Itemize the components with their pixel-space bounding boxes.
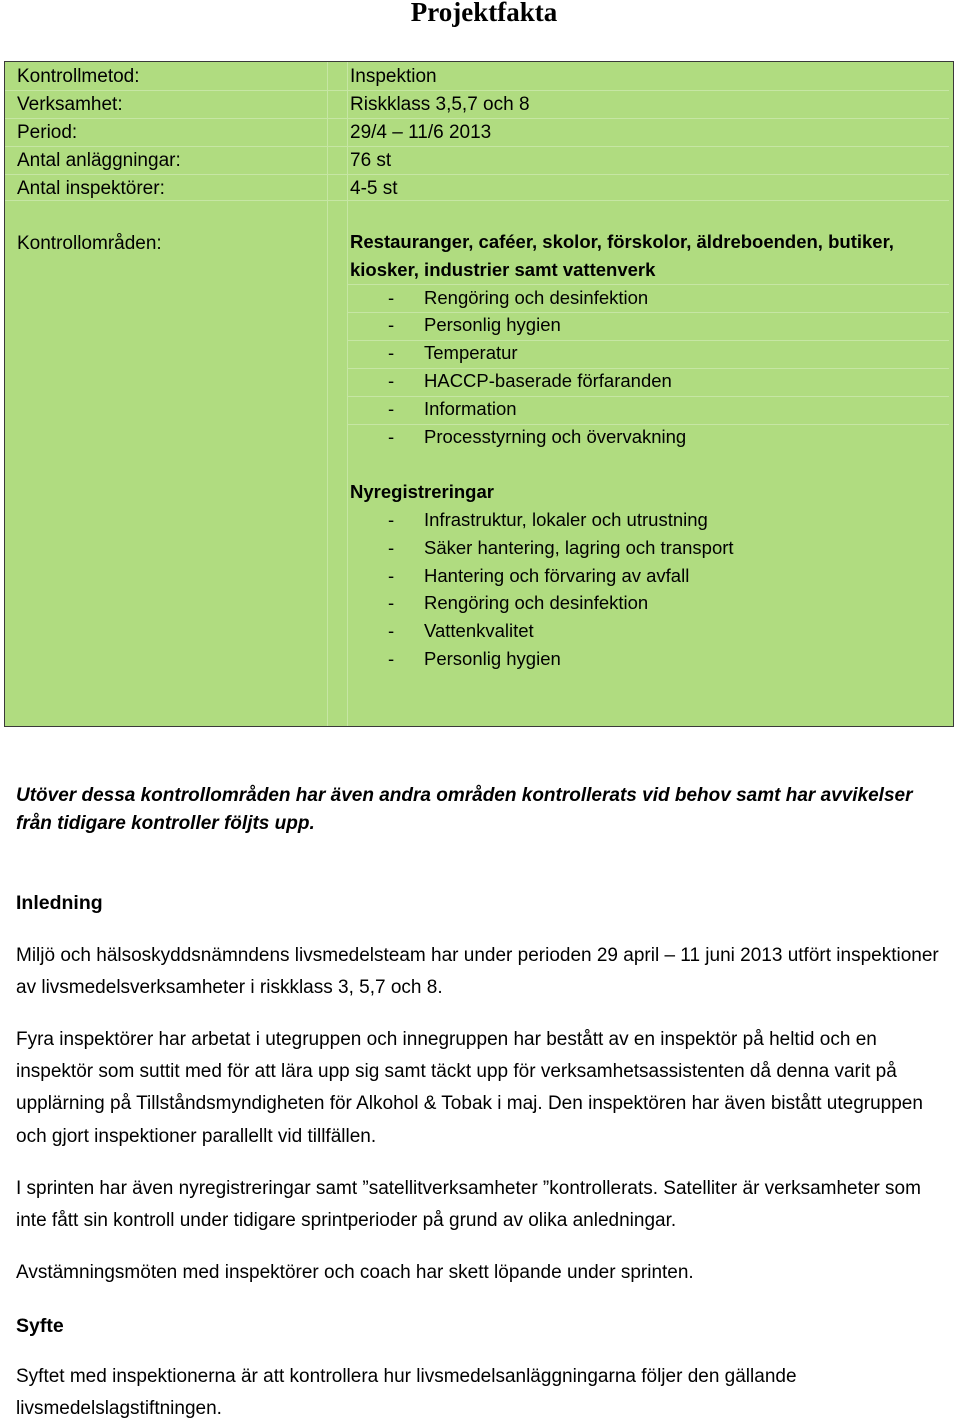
dash-bullet: - — [388, 536, 395, 558]
intro-paragraph-3: I sprinten har även nyregistreringar samt ”satellitverksamheter ”kontrollerats. Satelliter är verksamheter som inte fått sin kontroll under tidigare sprintperioder på grund av olika anledningar. — [16, 1178, 921, 1232]
purpose-heading: Syfte — [16, 1315, 64, 1337]
dash-bullet: - — [388, 397, 395, 419]
fact-value: 29/4 – 11/6 2013 — [350, 122, 492, 143]
list-item — [350, 645, 950, 673]
page-title: Projektfakta — [410, 0, 558, 27]
control-areas — [350, 228, 950, 673]
fact-label: Period: — [17, 122, 78, 143]
list-item-text: Infrastruktur, lokaler och utrustning — [424, 508, 708, 530]
fact-label: Antal inspektörer: — [17, 178, 165, 199]
dash-bullet: - — [388, 342, 395, 364]
list-item — [350, 617, 950, 645]
list-item-text: Information — [424, 397, 517, 419]
dash-bullet: - — [388, 369, 395, 391]
list-item — [350, 284, 950, 312]
intro-paragraph-2: Fyra inspektörer har arbetat i utegruppen och innegruppen har bestått av en inspektör på heltid och en inspektör som suttit med för att lära upp sig samt täckt upp för verksamhetsassistenten då denna varit på upplärning på Tillståndsmyndigheten för Alkohol & Tobak i maj. Den inspektören har även bistått utegruppen och gjort inspektioner parallellt vid tillfällen. — [16, 1029, 923, 1147]
list-item — [350, 506, 950, 534]
dash-bullet: - — [388, 314, 395, 336]
list-item-text: Säker hantering, lagring och transport — [424, 536, 734, 558]
dash-bullet: - — [388, 592, 395, 614]
new-registrations-heading: Nyregistreringar — [350, 481, 494, 503]
list-item-text: Hantering och förvaring av avfall — [424, 564, 690, 586]
intro-paragraph-4: Avstämningsmöten med inspektörer och coach har skett löpande under sprinten. — [16, 1262, 694, 1283]
dash-bullet: - — [388, 508, 395, 530]
fact-label: Verksamhet: — [17, 94, 123, 115]
list-item-text: Rengöring och desinfektion — [424, 286, 649, 308]
dash-bullet: - — [388, 647, 395, 669]
areas-label: Kontrollområden: — [17, 233, 162, 254]
fact-label: Antal anläggningar: — [17, 150, 181, 171]
dash-bullet: - — [388, 620, 395, 642]
list-item-text: Vattenkvalitet — [424, 620, 534, 642]
list-item — [350, 534, 950, 562]
list-item-text: Rengöring och desinfektion — [424, 592, 649, 614]
dash-bullet: - — [388, 425, 395, 447]
fact-value: Inspektion — [350, 66, 437, 87]
list-item — [350, 423, 950, 451]
dash-bullet: - — [388, 286, 395, 308]
fact-value: 4-5 st — [350, 178, 398, 199]
intro-heading: Inledning — [16, 892, 103, 914]
list-item — [350, 339, 950, 367]
list-item — [350, 589, 950, 617]
list-item — [350, 367, 950, 395]
list-item-text: Temperatur — [424, 342, 518, 364]
list-item-text: Personlig hygien — [424, 647, 561, 669]
areas-heading-line1: Restauranger, caféer, skolor, förskolor, äldreboenden, butiker, — [350, 231, 894, 252]
new-registrations-list — [350, 506, 950, 673]
list-item — [350, 395, 950, 423]
purpose-paragraph: Syftet med inspektionerna är att kontrollera hur livsmedelsanläggningarna följer den gällande livsmedelslagstiftningen. — [16, 1366, 797, 1420]
project-facts-box — [4, 61, 954, 727]
fact-value: Riskklass 3,5,7 och 8 — [350, 94, 530, 115]
fact-label: Kontrollmetod: — [17, 66, 140, 87]
list-item — [350, 311, 950, 339]
intro-paragraph-1: Miljö och hälsoskyddsnämndens livsmedelsteam har under perioden 29 april – 11 juni 2013 utfört inspektioner av livsmedelsverksamheter i riskklass 3, 5,7 och 8. — [16, 945, 939, 999]
list-item — [350, 562, 950, 590]
dash-bullet: - — [388, 564, 395, 586]
list-item-text: Processtyrning och övervakning — [424, 425, 687, 447]
areas-list — [350, 284, 950, 451]
list-item-text: Personlig hygien — [424, 314, 561, 336]
areas-heading-line2: kiosker, industrier samt vattenverk — [350, 258, 656, 280]
additional-areas-note: Utöver dessa kontrollområden har även andra områden kontrollerats vid behov samt har avvikelser från tidigare kontroller följts upp. — [16, 785, 913, 834]
fact-value: 76 st — [350, 150, 392, 171]
list-item-text: HACCP-baserade förfaranden — [424, 369, 672, 391]
